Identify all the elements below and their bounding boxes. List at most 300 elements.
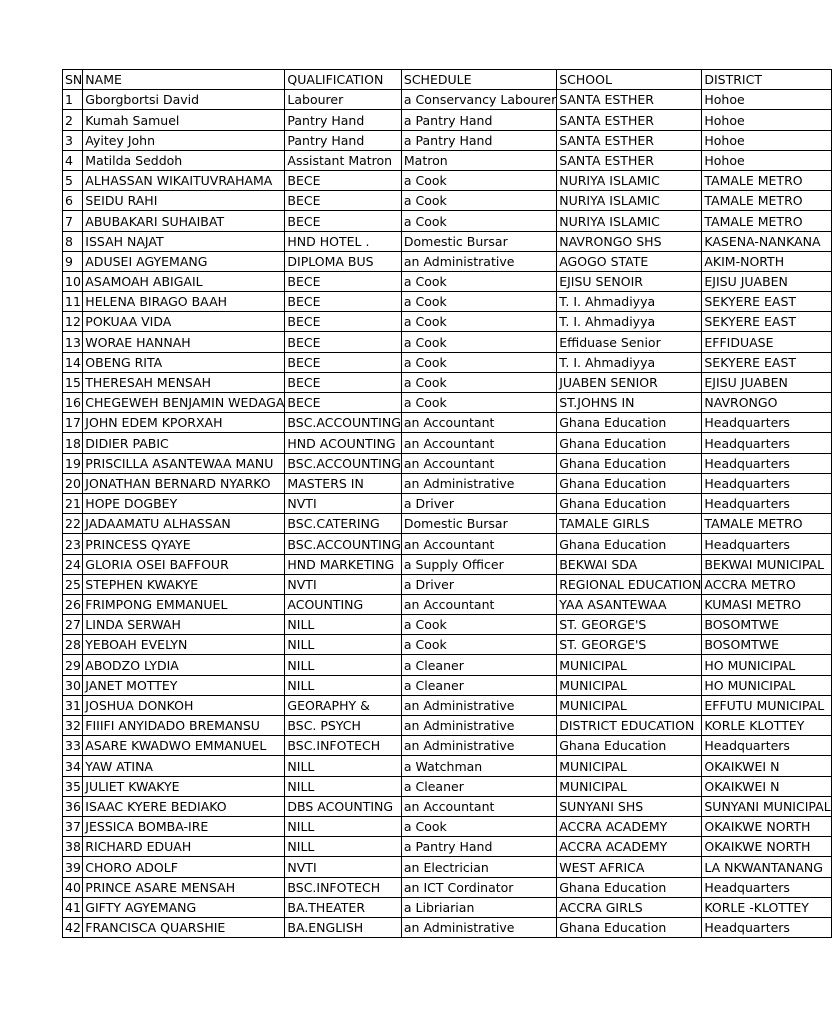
cell-qualification: BECE (285, 271, 401, 291)
header-cell-school: SCHOOL (557, 70, 702, 90)
cell-schedule: a Watchman (401, 756, 556, 776)
cell-district: Hohoe (702, 110, 831, 130)
cell-sn: 1 (63, 90, 83, 110)
cell-name: OBENG RITA (83, 352, 285, 372)
table-row (63, 372, 832, 392)
cell-schedule: a Cook (401, 393, 556, 413)
cell-qualification: BECE (285, 292, 401, 312)
cell-qualification: BECE (285, 393, 401, 413)
table-row (63, 433, 832, 453)
cell-school: ST.JOHNS IN (557, 393, 702, 413)
cell-qualification: BA.THEATER (285, 897, 401, 917)
cell-qualification: BA.ENGLISH (285, 917, 401, 937)
table-row (63, 736, 832, 756)
cell-qualification: BSC.ACCOUNTING (285, 534, 401, 554)
table-row (63, 897, 832, 917)
cell-qualification: NILL (285, 615, 401, 635)
cell-sn: 41 (63, 897, 83, 917)
cell-school: SANTA ESTHER (557, 130, 702, 150)
table-row (63, 473, 832, 493)
cell-district: Headquarters (702, 453, 831, 473)
cell-school: Ghana Education (557, 413, 702, 433)
cell-sn: 42 (63, 917, 83, 937)
cell-district: KORLE KLOTTEY (702, 716, 831, 736)
cell-name: LINDA SERWAH (83, 615, 285, 635)
header-cell-district: DISTRICT (702, 70, 831, 90)
cell-school: SANTA ESTHER (557, 150, 702, 170)
table-row (63, 251, 832, 271)
cell-qualification: NILL (285, 816, 401, 836)
cell-qualification: MASTERS IN (285, 473, 401, 493)
table-row (63, 635, 832, 655)
cell-sn: 10 (63, 271, 83, 291)
cell-district: HO MUNICIPAL (702, 655, 831, 675)
cell-name: JOSHUA DONKOH (83, 695, 285, 715)
cell-school: T. I. Ahmadiyya (557, 292, 702, 312)
table-row (63, 816, 832, 836)
cell-district: BEKWAI MUNICIPAL (702, 554, 831, 574)
cell-qualification: Pantry Hand (285, 130, 401, 150)
cell-qualification: HND HOTEL . (285, 231, 401, 251)
table-row (63, 796, 832, 816)
table-row (63, 594, 832, 614)
cell-school: NURIYA ISLAMIC (557, 170, 702, 190)
cell-schedule: a Cleaner (401, 655, 556, 675)
cell-name: ABODZO LYDIA (83, 655, 285, 675)
cell-name: CHEGEWEH BENJAMIN WEDAGA (83, 393, 285, 413)
cell-qualification: BECE (285, 352, 401, 372)
cell-district: EJISU JUABEN (702, 372, 831, 392)
cell-qualification: NILL (285, 675, 401, 695)
cell-district: SUNYANI MUNICIPAL (702, 796, 831, 816)
cell-schedule: a Conservancy Labourer (401, 90, 556, 110)
cell-sn: 35 (63, 776, 83, 796)
cell-district: OKAIKWEI N (702, 776, 831, 796)
cell-sn: 18 (63, 433, 83, 453)
table-row (63, 917, 832, 937)
cell-qualification: NVTI (285, 493, 401, 513)
cell-name: JADAAMATU ALHASSAN (83, 514, 285, 534)
table-row (63, 776, 832, 796)
cell-school: Ghana Education (557, 493, 702, 513)
cell-school: Ghana Education (557, 736, 702, 756)
cell-name: JOHN EDEM KPORXAH (83, 413, 285, 433)
cell-sn: 15 (63, 372, 83, 392)
cell-schedule: a Cook (401, 352, 556, 372)
cell-school: MUNICIPAL (557, 675, 702, 695)
cell-name: ASARE KWADWO EMMANUEL (83, 736, 285, 756)
cell-schedule: a Driver (401, 574, 556, 594)
table-row (63, 615, 832, 635)
cell-schedule: an Administrative (401, 695, 556, 715)
cell-qualification: GEORAPHY & (285, 695, 401, 715)
cell-school: MUNICIPAL (557, 756, 702, 776)
cell-schedule: Domestic Bursar (401, 231, 556, 251)
cell-district: KUMASI METRO (702, 594, 831, 614)
cell-district: NAVRONGO (702, 393, 831, 413)
table-row (63, 211, 832, 231)
header-cell-name: NAME (83, 70, 285, 90)
cell-district: Headquarters (702, 473, 831, 493)
table-row (63, 352, 832, 372)
cell-district: KASENA-NANKANA (702, 231, 831, 251)
cell-school: AGOGO STATE (557, 251, 702, 271)
cell-schedule: an Administrative (401, 736, 556, 756)
cell-schedule: a Cook (401, 271, 556, 291)
cell-name: Kumah Samuel (83, 110, 285, 130)
cell-district: BOSOMTWE (702, 615, 831, 635)
cell-name: JANET MOTTEY (83, 675, 285, 695)
cell-district: AKIM-NORTH (702, 251, 831, 271)
cell-schedule: a Cleaner (401, 675, 556, 695)
cell-district: Hohoe (702, 90, 831, 110)
cell-school: JUABEN SENIOR (557, 372, 702, 392)
cell-name: HOPE DOGBEY (83, 493, 285, 513)
cell-school: NAVRONGO SHS (557, 231, 702, 251)
cell-schedule: a Pantry Hand (401, 837, 556, 857)
cell-schedule: an Administrative (401, 716, 556, 736)
table-row (63, 170, 832, 190)
cell-sn: 38 (63, 837, 83, 857)
table-row (63, 534, 832, 554)
cell-qualification: BSC.ACCOUNTING (285, 413, 401, 433)
cell-schedule: Domestic Bursar (401, 514, 556, 534)
cell-district: EFFIDUASE (702, 332, 831, 352)
table-row (63, 130, 832, 150)
table-row (63, 675, 832, 695)
table-row (63, 574, 832, 594)
cell-sn: 14 (63, 352, 83, 372)
table-body (63, 70, 832, 938)
cell-sn: 37 (63, 816, 83, 836)
cell-sn: 33 (63, 736, 83, 756)
table-row (63, 191, 832, 211)
table-row (63, 837, 832, 857)
table-row (63, 292, 832, 312)
cell-district: HO MUNICIPAL (702, 675, 831, 695)
cell-sn: 32 (63, 716, 83, 736)
cell-schedule: an Administrative (401, 917, 556, 937)
cell-sn: 20 (63, 473, 83, 493)
cell-schedule: a Supply Officer (401, 554, 556, 574)
cell-schedule: an Accountant (401, 413, 556, 433)
cell-school: T. I. Ahmadiyya (557, 352, 702, 372)
table-row (63, 110, 832, 130)
cell-school: WEST AFRICA (557, 857, 702, 877)
cell-sn: 7 (63, 211, 83, 231)
cell-schedule: a Cook (401, 191, 556, 211)
cell-school: SANTA ESTHER (557, 110, 702, 130)
cell-schedule: a Driver (401, 493, 556, 513)
cell-sn: 39 (63, 857, 83, 877)
cell-school: REGIONAL EDUCATION (557, 574, 702, 594)
cell-school: MUNICIPAL (557, 655, 702, 675)
header-cell-qualification: QUALIFICATION (285, 70, 401, 90)
cell-name: PRINCESS QYAYE (83, 534, 285, 554)
cell-sn: 31 (63, 695, 83, 715)
cell-school: NURIYA ISLAMIC (557, 191, 702, 211)
cell-name: ALHASSAN WIKAITUVRAHAMA (83, 170, 285, 190)
table-row (63, 453, 832, 473)
cell-qualification: BECE (285, 211, 401, 231)
cell-qualification: Pantry Hand (285, 110, 401, 130)
cell-district: ACCRA METRO (702, 574, 831, 594)
cell-school: SANTA ESTHER (557, 90, 702, 110)
cell-sn: 19 (63, 453, 83, 473)
cell-district: BOSOMTWE (702, 635, 831, 655)
cell-sn: 12 (63, 312, 83, 332)
table-row (63, 393, 832, 413)
cell-school: SUNYANI SHS (557, 796, 702, 816)
cell-sn: 24 (63, 554, 83, 574)
cell-school: ST. GEORGE'S (557, 615, 702, 635)
cell-sn: 11 (63, 292, 83, 312)
cell-sn: 27 (63, 615, 83, 635)
table-row (63, 756, 832, 776)
cell-sn: 2 (63, 110, 83, 130)
cell-school: ACCRA GIRLS (557, 897, 702, 917)
cell-district: Headquarters (702, 433, 831, 453)
cell-qualification: NVTI (285, 574, 401, 594)
cell-qualification: ACOUNTING (285, 594, 401, 614)
cell-school: BEKWAI SDA (557, 554, 702, 574)
cell-schedule: a Cook (401, 816, 556, 836)
table-row (63, 271, 832, 291)
table-row (63, 150, 832, 170)
cell-qualification: BECE (285, 312, 401, 332)
cell-qualification: NILL (285, 756, 401, 776)
cell-school: EJISU SENOIR (557, 271, 702, 291)
cell-schedule: a Libriarian (401, 897, 556, 917)
cell-district: OKAIKWE NORTH (702, 837, 831, 857)
cell-schedule: a Cook (401, 312, 556, 332)
cell-name: JESSICA BOMBA-IRE (83, 816, 285, 836)
cell-school: DISTRICT EDUCATION (557, 716, 702, 736)
cell-district: Headquarters (702, 917, 831, 937)
cell-school: ACCRA ACADEMY (557, 837, 702, 857)
table-row (63, 312, 832, 332)
cell-school: T. I. Ahmadiyya (557, 312, 702, 332)
table-row (63, 413, 832, 433)
cell-name: ISSAH NAJAT (83, 231, 285, 251)
cell-name: PRISCILLA ASANTEWAA MANU (83, 453, 285, 473)
cell-name: PRINCE ASARE MENSAH (83, 877, 285, 897)
cell-qualification: NILL (285, 837, 401, 857)
cell-sn: 34 (63, 756, 83, 776)
cell-name: YAW ATINA (83, 756, 285, 776)
cell-sn: 8 (63, 231, 83, 251)
cell-qualification: NILL (285, 655, 401, 675)
cell-schedule: a Pantry Hand (401, 130, 556, 150)
cell-name: SEIDU RAHI (83, 191, 285, 211)
table-row (63, 716, 832, 736)
cell-school: MUNICIPAL (557, 776, 702, 796)
cell-schedule: an Administrative (401, 473, 556, 493)
cell-district: EJISU JUABEN (702, 271, 831, 291)
cell-name: ADUSEI AGYEMANG (83, 251, 285, 271)
cell-sn: 5 (63, 170, 83, 190)
table-row (63, 554, 832, 574)
cell-sn: 40 (63, 877, 83, 897)
cell-schedule: an Accountant (401, 433, 556, 453)
cell-name: STEPHEN KWAKYE (83, 574, 285, 594)
cell-qualification: HND MARKETING (285, 554, 401, 574)
cell-school: MUNICIPAL (557, 695, 702, 715)
cell-school: Ghana Education (557, 877, 702, 897)
cell-qualification: DBS ACOUNTING (285, 796, 401, 816)
cell-district: TAMALE METRO (702, 170, 831, 190)
cell-sn: 26 (63, 594, 83, 614)
cell-sn: 4 (63, 150, 83, 170)
table-row (63, 877, 832, 897)
header-cell-sn: SN (63, 70, 83, 90)
cell-name: Ayitey John (83, 130, 285, 150)
cell-qualification: NILL (285, 776, 401, 796)
cell-district: TAMALE METRO (702, 514, 831, 534)
cell-sn: 6 (63, 191, 83, 211)
cell-qualification: BSC.CATERING (285, 514, 401, 534)
cell-sn: 25 (63, 574, 83, 594)
cell-qualification: NILL (285, 635, 401, 655)
cell-sn: 17 (63, 413, 83, 433)
cell-school: TAMALE GIRLS (557, 514, 702, 534)
cell-schedule: a Cook (401, 292, 556, 312)
cell-school: Ghana Education (557, 534, 702, 554)
table-row (63, 857, 832, 877)
cell-schedule: an Administrative (401, 251, 556, 271)
cell-schedule: a Cook (401, 211, 556, 231)
cell-name: CHORO ADOLF (83, 857, 285, 877)
cell-sn: 29 (63, 655, 83, 675)
cell-district: Headquarters (702, 413, 831, 433)
cell-schedule: a Cook (401, 615, 556, 635)
cell-schedule: a Cook (401, 372, 556, 392)
cell-name: ABUBAKARI SUHAIBAT (83, 211, 285, 231)
cell-name: FRANCISCA QUARSHIE (83, 917, 285, 937)
table-row (63, 514, 832, 534)
cell-name: FRIMPONG EMMANUEL (83, 594, 285, 614)
cell-district: LA NKWANTANANG (702, 857, 831, 877)
cell-district: EFFUTU MUNICIPAL (702, 695, 831, 715)
cell-district: Headquarters (702, 736, 831, 756)
cell-schedule: a Cook (401, 170, 556, 190)
cell-district: SEKYERE EAST (702, 352, 831, 372)
cell-schedule: a Pantry Hand (401, 110, 556, 130)
cell-name: POKUAA VIDA (83, 312, 285, 332)
cell-district: SEKYERE EAST (702, 292, 831, 312)
cell-qualification: BSC.ACCOUNTING (285, 453, 401, 473)
cell-qualification: BECE (285, 332, 401, 352)
cell-sn: 9 (63, 251, 83, 271)
table-row (63, 231, 832, 251)
cell-sn: 13 (63, 332, 83, 352)
cell-qualification: BECE (285, 372, 401, 392)
cell-qualification: Labourer (285, 90, 401, 110)
cell-name: Gborgbortsi David (83, 90, 285, 110)
cell-name: FIIIFI ANYIDADO BREMANSU (83, 716, 285, 736)
cell-schedule: a Cook (401, 332, 556, 352)
cell-schedule: an Accountant (401, 796, 556, 816)
cell-schedule: an Accountant (401, 453, 556, 473)
cell-name: HELENA BIRAGO BAAH (83, 292, 285, 312)
cell-district: Headquarters (702, 493, 831, 513)
cell-sn: 28 (63, 635, 83, 655)
cell-name: GLORIA OSEI BAFFOUR (83, 554, 285, 574)
cell-school: ACCRA ACADEMY (557, 816, 702, 836)
cell-district: Headquarters (702, 877, 831, 897)
cell-school: NURIYA ISLAMIC (557, 211, 702, 231)
cell-qualification: BECE (285, 191, 401, 211)
cell-district: Hohoe (702, 130, 831, 150)
cell-schedule: an Electrician (401, 857, 556, 877)
cell-district: TAMALE METRO (702, 191, 831, 211)
cell-qualification: BSC.INFOTECH (285, 736, 401, 756)
cell-qualification: BSC.INFOTECH (285, 877, 401, 897)
cell-district: KORLE -KLOTTEY (702, 897, 831, 917)
cell-schedule: a Cook (401, 635, 556, 655)
table-row (63, 655, 832, 675)
header-cell-schedule: SCHEDULE (401, 70, 556, 90)
cell-district: Headquarters (702, 534, 831, 554)
cell-sn: 22 (63, 514, 83, 534)
cell-district: OKAIKWEI N (702, 756, 831, 776)
cell-sn: 3 (63, 130, 83, 150)
cell-school: Effiduase Senior (557, 332, 702, 352)
cell-schedule: an Accountant (401, 534, 556, 554)
table-row (63, 332, 832, 352)
cell-name: DIDIER PABIC (83, 433, 285, 453)
cell-qualification: NVTI (285, 857, 401, 877)
cell-name: Matilda Seddoh (83, 150, 285, 170)
cell-school: Ghana Education (557, 453, 702, 473)
cell-sn: 23 (63, 534, 83, 554)
cell-name: ASAMOAH ABIGAIL (83, 271, 285, 291)
cell-district: OKAIKWE NORTH (702, 816, 831, 836)
cell-school: ST. GEORGE'S (557, 635, 702, 655)
cell-schedule: an ICT Cordinator (401, 877, 556, 897)
cell-qualification: BECE (285, 170, 401, 190)
cell-school: Ghana Education (557, 917, 702, 937)
cell-district: TAMALE METRO (702, 211, 831, 231)
cell-name: WORAE HANNAH (83, 332, 285, 352)
cell-schedule: a Cleaner (401, 776, 556, 796)
table-row (63, 695, 832, 715)
cell-qualification: Assistant Matron (285, 150, 401, 170)
cell-schedule: an Accountant (401, 594, 556, 614)
cell-name: ISAAC KYERE BEDIAKO (83, 796, 285, 816)
staff-list-table (62, 69, 832, 938)
header-row (63, 70, 832, 90)
cell-name: JONATHAN BERNARD NYARKO (83, 473, 285, 493)
cell-school: Ghana Education (557, 473, 702, 493)
cell-district: Hohoe (702, 150, 831, 170)
cell-name: YEBOAH EVELYN (83, 635, 285, 655)
cell-sn: 36 (63, 796, 83, 816)
cell-qualification: HND ACOUNTING (285, 433, 401, 453)
cell-district: SEKYERE EAST (702, 312, 831, 332)
cell-qualification: DIPLOMA BUS (285, 251, 401, 271)
cell-sn: 30 (63, 675, 83, 695)
cell-name: GIFTY AGYEMANG (83, 897, 285, 917)
cell-schedule: Matron (401, 150, 556, 170)
cell-name: THERESAH MENSAH (83, 372, 285, 392)
cell-name: JULIET KWAKYE (83, 776, 285, 796)
cell-school: Ghana Education (557, 433, 702, 453)
cell-sn: 16 (63, 393, 83, 413)
table-row (63, 90, 832, 110)
table-row (63, 493, 832, 513)
cell-school: YAA ASANTEWAA (557, 594, 702, 614)
